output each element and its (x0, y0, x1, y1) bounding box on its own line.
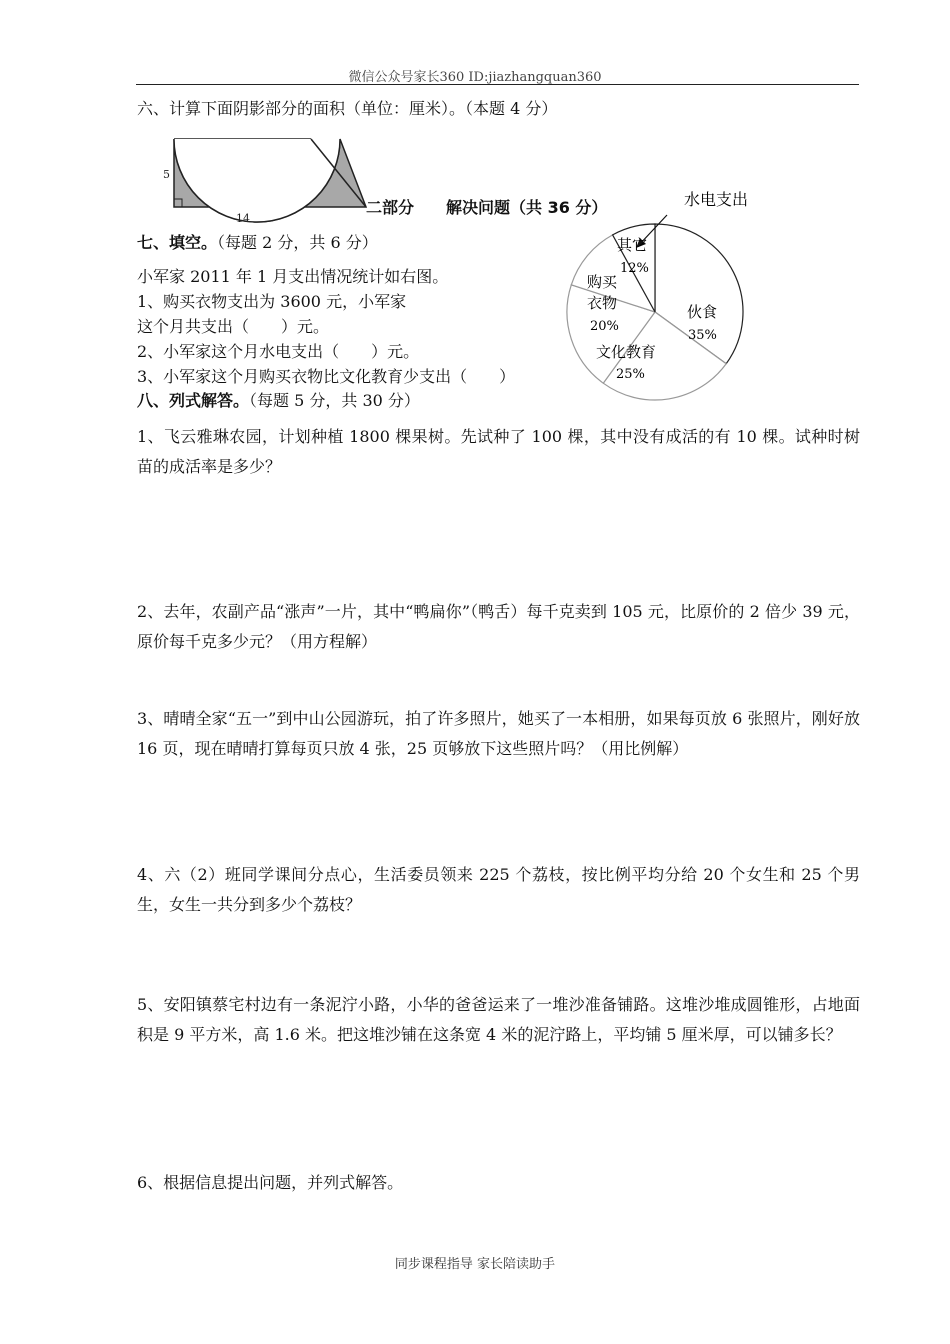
question-1: 1、飞云雅琳农园，计划种植 1800 棵果树。先试种了 100 棵，其中没有成活的有 10 棵。试种时树苗的成活率是多少？ (137, 427, 860, 476)
height-label: 5 (163, 168, 170, 181)
question-4: 4、六（2）班同学课间分点心，生活委员领来 225 个荔枝，按比例平均分给 20 个女生和 25 个男生，女生一共分到多少个荔枝？ (137, 865, 860, 914)
question-6: 6、根据信息提出问题，并列式解答。 (137, 1173, 404, 1192)
section7-q3: 3、小军家这个月购买衣物比文化教育少支出（ ） (137, 367, 516, 386)
question-3: 3、晴晴全家“五一”到中山公园游玩，拍了许多照片，她买了一本相册，如果每页放 6 张照片，刚好放 16 页，现在晴晴打算每页只放 4 张，25 页够放下这些照片吗？（用比例解） (137, 709, 860, 758)
section7-q1a: 1、购买衣物支出为 3600 元，小军家 (137, 292, 407, 311)
section6-question: 六、计算下面阴影部分的面积（单位：厘米）。（本题 4 分） (137, 99, 558, 118)
section8-title: 八、列式解答。 (137, 391, 250, 410)
section7-heading (137, 232, 378, 254)
food-label: 伙食 (687, 303, 718, 321)
edu-label: 文化教育 (596, 343, 657, 361)
question-2: 2、去年，农副产品“涨声”一片，其中“鸭扁你”（鸭舌）每千克卖到 105 元，比原价的 2 倍少 39 元，原价每千克多少元？（用方程解） (137, 602, 860, 651)
question-5: 5、安阳镇蔡宅村边有一条泥泞小路，小华的爸爸运来了一堆沙准备铺路。这堆沙堆成圆锥形，占地面积是 9 平方米，高 1.6 米。把这堆沙铺在这条宽 4 米的泥泞路上，平均铺 5 厘米厚，可以铺多长？ (137, 995, 860, 1044)
section7-title: 七、填空。 (137, 233, 218, 252)
section7-intro: 小军家 2011 年 1 月支出情况统计如右图。 (137, 267, 449, 286)
clothes-label-1: 购买 (587, 273, 618, 291)
semicircle (174, 139, 340, 222)
header-rule (136, 84, 859, 85)
other-pct: 12% (620, 261, 649, 276)
clothes-pct: 20% (590, 319, 619, 334)
food-pct: 35% (688, 328, 717, 343)
width-label: 14 (236, 212, 250, 225)
section8-heading (137, 390, 420, 412)
section8-score: （每题 5 分，共 30 分） (249, 391, 420, 410)
shaded-area-figure (160, 134, 370, 226)
page-footer: 同步课程指导 家长陪读助手 (394, 1257, 556, 1272)
expense-pie-chart (560, 180, 760, 410)
section7-q2: 2、小军家这个月水电支出（ ）元。 (137, 342, 420, 361)
water-label: 水电支出 (684, 190, 749, 209)
section7-score: （每题 2 分，共 6 分） (217, 233, 378, 252)
clothes-label-2: 衣物 (587, 294, 618, 312)
page-header: 微信公众号家长360 ID:jiazhangquan360 (348, 70, 602, 85)
edu-pct: 25% (616, 367, 645, 382)
part2-title: 二部分 解决问题（共 36 分） (366, 198, 608, 217)
other-label: 其它 (617, 236, 648, 254)
section7-q1b: 这个月共支出（ ）元。 (137, 317, 330, 336)
